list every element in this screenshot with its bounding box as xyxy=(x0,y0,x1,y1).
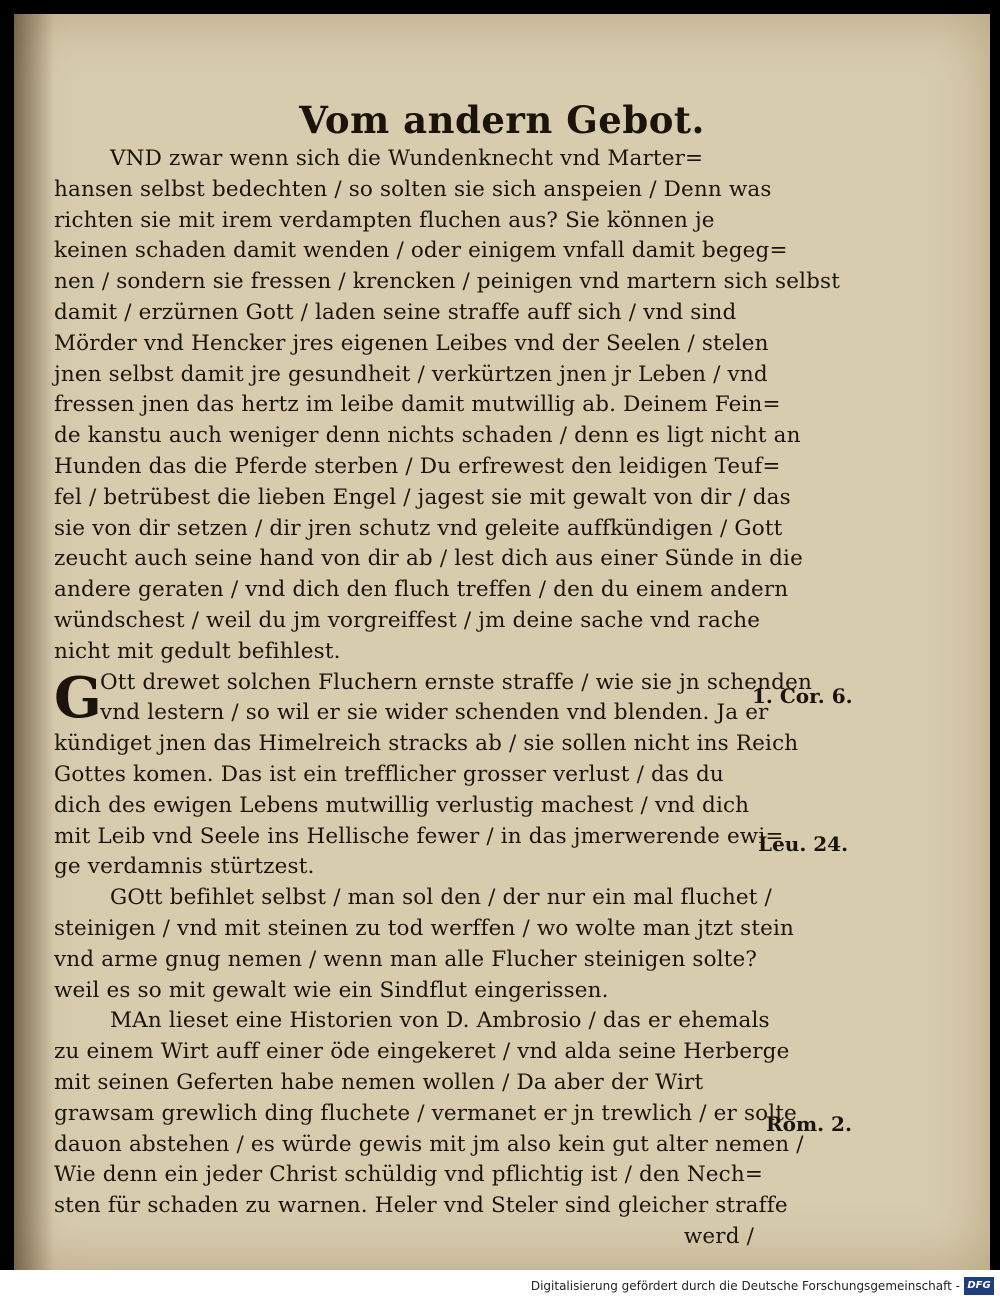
text-line: nicht mit gedult befihlest. xyxy=(54,638,341,664)
text-line: mit seinen Geferten habe nemen wollen / Da aber der Wirt xyxy=(54,1069,704,1095)
text-line: VND zwar wenn sich die Wundenknecht vnd Marter= xyxy=(110,146,704,171)
paragraph-1 xyxy=(54,144,841,668)
text-line: nen / sondern sie fressen / krencken / peinigen vnd martern sich selbst xyxy=(54,269,841,295)
footer-bar xyxy=(0,1270,1000,1303)
margin-note-rom: Rom. 2. xyxy=(766,1112,852,1136)
margin-note-cor: 1. Cor. 6. xyxy=(752,684,853,708)
text-line: richten sie mit irem verdampten fluchen aus? Sie können je xyxy=(54,207,715,233)
spine-shadow xyxy=(14,14,54,1270)
text-line: MAn lieset eine Historien von D. Ambrosio / das er ehemals xyxy=(110,1008,770,1034)
paragraph-4 xyxy=(54,1006,804,1222)
text-line: keinen schaden damit wenden / oder einigem vnfall damit begeg= xyxy=(54,238,788,264)
page-title: Vom andern Gebot. xyxy=(299,98,705,142)
text-line: ge verdamnis stürtzest. xyxy=(54,854,315,880)
text-line: Mörder vnd Hencker jres eigenen Leibes vnd der Seelen / stelen xyxy=(54,330,769,356)
drop-capital: G xyxy=(54,664,102,731)
text-line: mit Leib vnd Seele ins Hellische fewer / in das jmerwerende ewi= xyxy=(54,823,784,849)
text-line: dauon abstehen / es würde gewis mit jm also kein gut alter nemen / xyxy=(54,1131,804,1157)
text-line: sten für schaden zu warnen. Heler vnd Steler sind gleicher straffe xyxy=(54,1193,788,1219)
scanned-page xyxy=(14,14,990,1270)
catchword-line xyxy=(54,1222,754,1253)
text-line: wündschest / weil du jm vorgreiffest / jm deine sache vnd rache xyxy=(54,607,761,633)
text-line: jnen selbst damit jre gesundheit / verkürtzen jnen jr Leben / vnd xyxy=(54,361,768,387)
text-line: vnd arme gnug nemen / wenn man alle Flucher steinigen solte? xyxy=(54,946,758,972)
paragraph-3 xyxy=(54,883,795,1006)
text-line: kündiget jnen das Himelreich stracks ab / sie sollen nicht ins Reich xyxy=(54,731,799,757)
text-line: GOtt befihlet selbst / man sol den / der nur ein mal fluchet / xyxy=(110,885,772,911)
text-line: sie von dir setzen / dir jren schutz vnd geleite auffkündigen / Gott xyxy=(54,515,783,541)
text-line: dich des ewigen Lebens mutwillig verlustig machest / vnd dich xyxy=(54,792,750,818)
text-line: steinigen / vnd mit steinen zu tod werffen / wo wolte man jtzt stein xyxy=(54,915,795,941)
text-line-content: Ott drewet solchen Fluchern ernste straffe / wie sie jn schenden xyxy=(100,669,812,695)
text-line: Gottes komen. Das ist ein trefflicher grosser verlust / das du xyxy=(54,761,724,787)
text-line: de kanstu auch weniger denn nichts schaden / denn es ligt nicht an xyxy=(54,423,801,449)
text-line: damit / erzürnen Gott / laden seine straffe auff sich / vnd sind xyxy=(54,299,737,325)
margin-note-leu: Leu. 24. xyxy=(758,832,849,856)
text-line: Hunden das die Pferde sterben / Du erfrewest den leidigen Teuf= xyxy=(54,453,781,479)
text-line: zeucht auch seine hand von dir ab / lest dich aus einer Sünde in die xyxy=(54,546,803,572)
catchword: werd / xyxy=(683,1223,754,1249)
text-line: hansen selbst bedechten / so solten sie sich anspeien / Denn was xyxy=(54,176,772,202)
text-line: zu einem Wirt auff einer öde eingekeret / vnd alda seine Herberge xyxy=(54,1039,790,1065)
text-line: weil es so mit gewalt wie ein Sindflut eingerissen. xyxy=(54,977,609,1003)
text-line: vnd lestern / so wil er sie wider schenden vnd blenden. Ja er xyxy=(100,700,769,726)
text-line: fressen jnen das hertz im leibe damit mutwillig ab. Deinem Fein= xyxy=(54,392,781,418)
text-line: fel / betrübest die lieben Engel / jagest sie mit gewalt von dir / das xyxy=(54,484,791,510)
text-line: Wie denn ein jeder Christ schüldig vnd pflichtig ist / den Nech= xyxy=(54,1162,764,1188)
dfg-logo-icon: DFG xyxy=(964,1277,994,1295)
footer-credit: Digitalisierung gefördert durch die Deutsche Forschungsgemeinschaft - xyxy=(530,1279,960,1293)
text-line: grawsam grewlich ding fluchete / vermanet er jn trewlich / er solte xyxy=(54,1100,797,1126)
text-line: andere geraten / vnd dich den fluch treffen / den du einem andern xyxy=(54,577,789,603)
